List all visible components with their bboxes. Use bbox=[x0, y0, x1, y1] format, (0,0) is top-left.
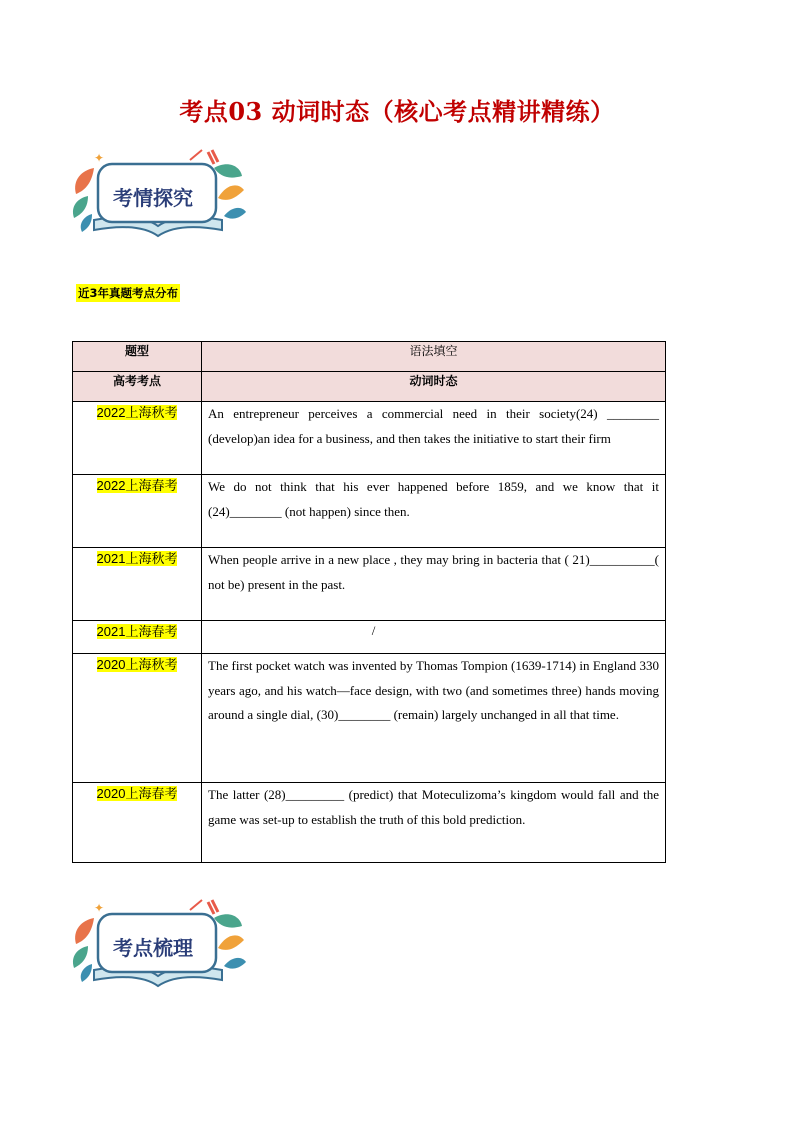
table-row bbox=[73, 548, 666, 621]
question-text: / bbox=[371, 623, 376, 638]
exam-label: 2020上海春考 bbox=[96, 786, 178, 801]
table-row bbox=[73, 402, 666, 475]
table-row bbox=[73, 475, 666, 548]
exam-label: 2020上海秋考 bbox=[96, 657, 178, 672]
question-text: The latter (28)_________ (predict) that Moteculizoma’s kingdom would fall and the game was set-up to establish the truth of this bold prediction. bbox=[208, 787, 659, 827]
question-text: When people arrive in a new place , they may bring in bacteria that ( 21)__________( not be) present in the past. bbox=[208, 552, 659, 592]
section-badge-key-points bbox=[68, 896, 248, 992]
exam-label: 2022上海春考 bbox=[96, 478, 178, 493]
exam-label: 2021上海秋考 bbox=[96, 551, 178, 566]
table-row bbox=[73, 654, 666, 783]
badge-label: 考点梳理 bbox=[113, 936, 193, 960]
badge-label: 考情探究 bbox=[113, 186, 193, 210]
exam-label: 2022上海秋考 bbox=[96, 405, 178, 420]
table-header-row bbox=[73, 372, 666, 402]
subheading: 近3年真题考点分布 bbox=[78, 286, 179, 300]
exam-distribution-table bbox=[72, 341, 666, 863]
page-title: 考点03 动词时态（核心考点精讲精练） bbox=[179, 97, 615, 126]
question-text: The first pocket watch was invented by Thomas Tompion (1639-1714) in England 330 years ago, and his watch—face design, with two (and sometimes three) hands moving around a single dial, (30)________ (remain) largely unchanged in all that time. bbox=[208, 658, 659, 722]
svg-text:✦: ✦ bbox=[94, 151, 105, 165]
section-badge-exam-analysis bbox=[68, 146, 248, 242]
table-row bbox=[73, 621, 666, 654]
svg-text:✦: ✦ bbox=[94, 901, 105, 915]
header-cell: 动词时态 bbox=[202, 372, 666, 402]
header-cell: 语法填空 bbox=[202, 342, 666, 372]
table-header-row bbox=[73, 342, 666, 372]
exam-label: 2021上海春考 bbox=[96, 624, 178, 639]
question-text: An entrepreneur perceives a commercial need in their society(24) ________ (develop)an idea for a business, and then takes the initiative to start their firm bbox=[208, 406, 659, 446]
header-cell: 高考考点 bbox=[73, 372, 202, 402]
header-cell: 题型 bbox=[73, 342, 202, 372]
table-row bbox=[73, 783, 666, 863]
question-text: We do not think that his ever happened before 1859, and we know that it (24)________ (not happen) since then. bbox=[208, 479, 659, 519]
